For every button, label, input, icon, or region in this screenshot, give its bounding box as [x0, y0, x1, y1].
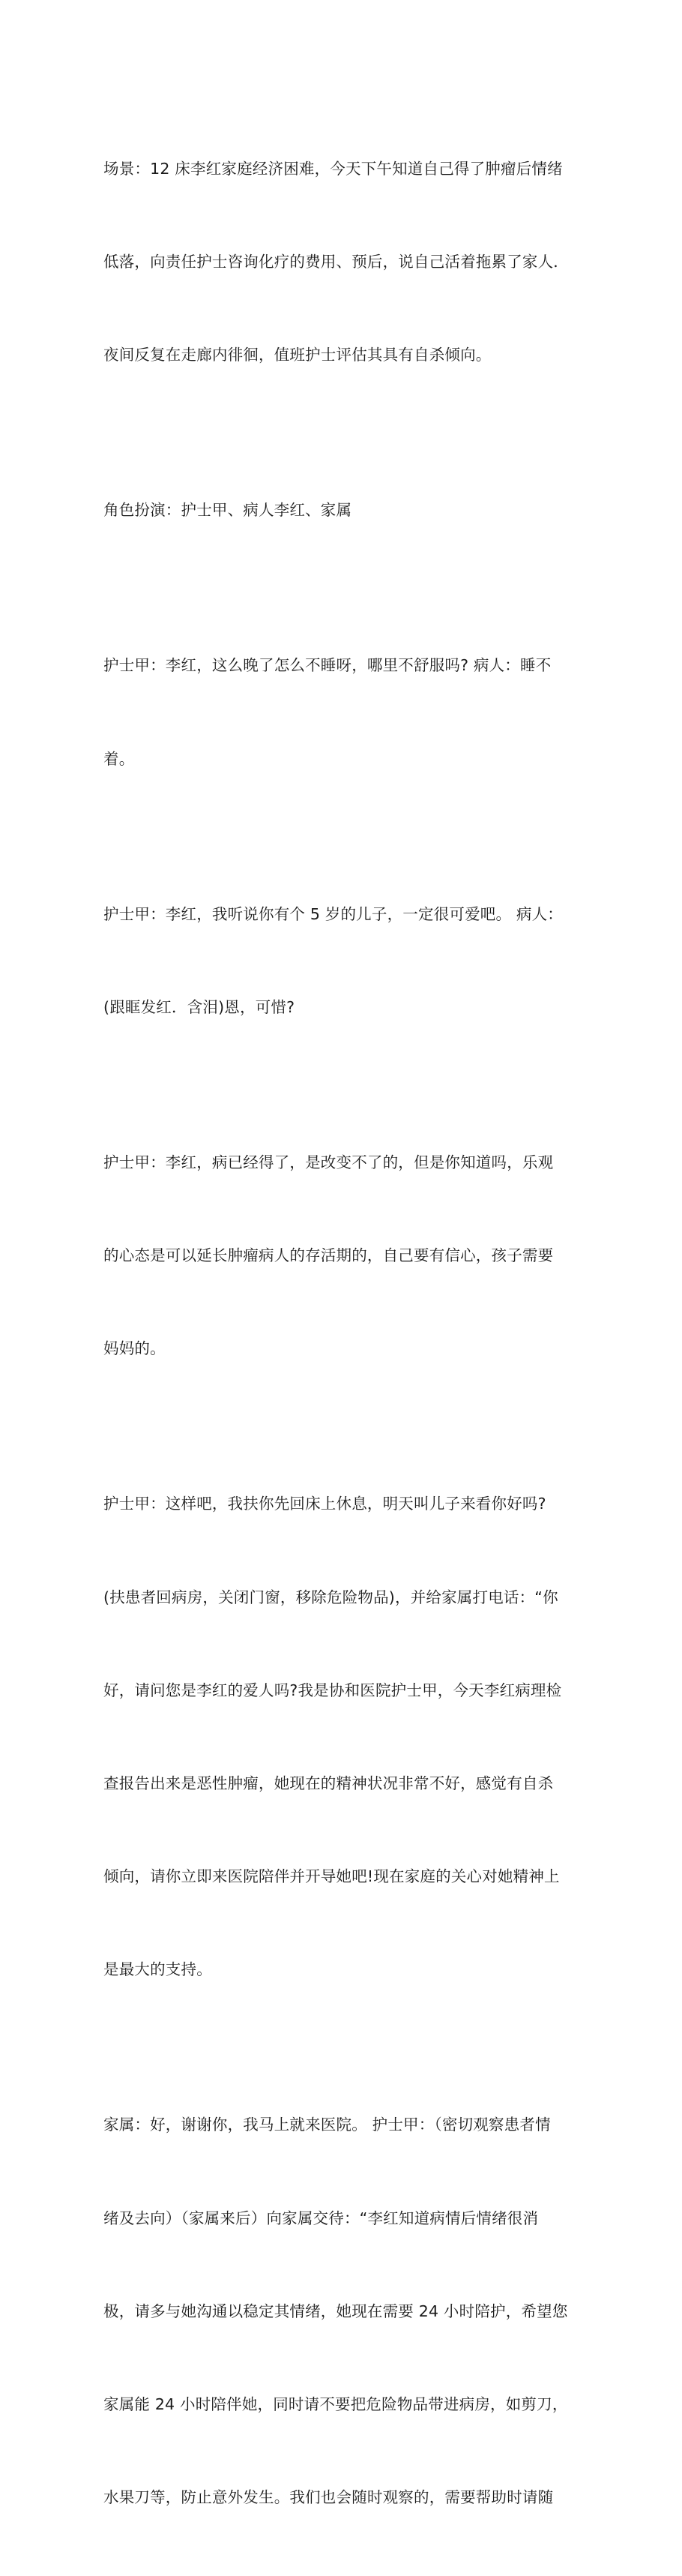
text-line: 的心态是可以延长肿瘤病人的存活期的，自己要有信心，孩子需要 — [103, 1246, 554, 1265]
document-page — [103, 91, 591, 2576]
text-line: 护士甲：李红，病已经得了，是改变不了的，但是你知道吗，乐观 — [103, 1153, 554, 1171]
text-line: (扶患者回病房，关闭门窗，移除危险物品)，并给家属打电话：“你 — [103, 1588, 558, 1606]
text-line: 好，请问您是李红的爱人吗?我是协和医院护士甲，今天李红病理检 — [103, 1681, 562, 1699]
text-line: 倾向，请你立即来医院陪伴并开导她吧!现在家庭的关心对她精神上 — [103, 1867, 560, 1886]
dialogue-paragraph — [103, 1085, 591, 1426]
text-line: 妈妈的。 — [103, 1339, 166, 1358]
dialogue-paragraph — [103, 1426, 591, 2047]
text-line: (跟眶发红．含泪)恩，可惜? — [103, 997, 295, 1016]
dialogue-paragraph — [103, 837, 591, 1085]
text-line: 角色扮演：护士甲、病人李红、家属 — [103, 501, 352, 520]
text-line: 场景：12 床李红家庭经济困难，今天下午知道自己得了肿瘤后情绪 — [103, 159, 563, 178]
text-line: 护士甲：李红，这么晚了怎么不睡呀，哪里不舒服吗? 病人：睡不 — [103, 656, 552, 675]
text-line: 家属能 24 小时陪伴她，同时请不要把危险物品带进病房，如剪刀， — [103, 2395, 568, 2414]
text-line: 水果刀等，防止意外发生。我们也会随时观察的，需要帮助时请随 — [103, 2488, 554, 2507]
text-line: 护士甲：李红，我听说你有个 5 岁的儿子，一定很可爱吧。 病人： — [103, 904, 563, 923]
roles-paragraph — [103, 433, 591, 588]
dialogue-paragraph — [103, 2048, 591, 2576]
text-line: 是最大的支持。 — [103, 1960, 212, 1979]
dialogue-paragraph — [103, 589, 591, 837]
text-line: 夜间反复在走廊内徘徊，值班护士评估其具有自杀倾向。 — [103, 346, 492, 364]
text-line: 护士甲：这样吧，我扶你先回床上休息，明天叫儿子来看你好吗? — [103, 1495, 546, 1513]
text-line: 绪及去向）（家属来后）向家属交待：“李红知道病情后情绪很消 — [103, 2209, 539, 2227]
text-line: 家属：好，谢谢你，我马上就来医院。 护士甲：（密切观察患者情 — [103, 2116, 551, 2134]
text-line: 极，请多与她沟通以稳定其情绪，她现在需要 24 小时陪护，希望您 — [103, 2302, 568, 2320]
text-line: 着。 — [103, 749, 135, 768]
text-line: 低落，向责任护士咨询化疗的费用、预后，说自己活着拖累了家人． — [103, 253, 569, 271]
text-line: 查报告出来是恶性肿瘤，她现在的精神状况非常不好，感觉有自杀 — [103, 1774, 554, 1792]
scene-paragraph — [103, 91, 591, 433]
